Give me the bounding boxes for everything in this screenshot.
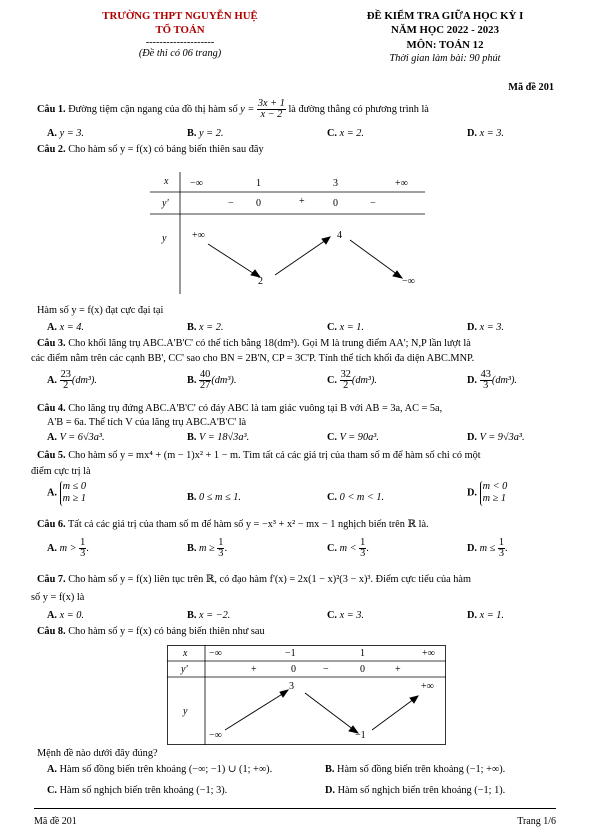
q8-option-b[interactable]: B. Hàm số đồng biến trên khoảng (−1; +∞).: [325, 764, 506, 775]
q7-option-b[interactable]: B. x = −2.: [187, 610, 231, 621]
q8-dy-sign-4: +: [395, 664, 401, 675]
question-3: [37, 337, 557, 351]
question-2: [37, 143, 557, 157]
q7-option-c[interactable]: C. x = 3.: [327, 610, 364, 621]
q7-line1: Cho hàm số y = f(x) liên tục trên ℝ, có đạo hàm f'(x) = 2x(1 − x)²(3 − x)³. Điểm cực tiểu của hàm: [68, 574, 472, 585]
question-6: [37, 518, 557, 532]
q4-option-c[interactable]: C. V = 90a³.: [327, 432, 379, 443]
q1-option-c[interactable]: C. x = 2.: [327, 128, 364, 139]
q2-option-c[interactable]: C. x = 1.: [327, 322, 364, 333]
footer-page: Trang 1/6: [517, 816, 556, 827]
header-dashes: --------------------: [145, 36, 215, 48]
q3-label: Câu 3.: [37, 338, 66, 349]
q5-option-b[interactable]: B. 0 ≤ m ≤ 1.: [187, 492, 241, 503]
q8-label: Câu 8.: [37, 626, 66, 637]
q1-label: Câu 1.: [37, 104, 66, 116]
q2-y-label: y: [162, 233, 167, 244]
q1-denominator: x − 2: [260, 109, 283, 121]
exam-time: Thời gian làm bài: 90 phút: [389, 52, 501, 64]
q3-option-d[interactable]: D. $\frac{43}{3}$ (dm³).: [467, 369, 517, 392]
q2-x-val-2: 3: [333, 178, 338, 189]
q5-line1: Cho hàm số y = mx⁴ + (m − 1)x² + 1 − m. Tìm tất cả các giá trị của tham số m để hàm số chỉ có một: [68, 450, 481, 461]
q8-x-val-3: +∞: [422, 648, 435, 659]
q3-option-b[interactable]: B. $\frac{40}{27}$ (dm³).: [187, 369, 237, 392]
q4-label: Câu 4.: [37, 403, 66, 414]
pages-note: (Đề thi có 06 trang): [138, 47, 222, 59]
q8-y-val-2: −∞: [209, 730, 222, 741]
q5-option-d[interactable]: D. m < 0 m ≥ 1: [467, 481, 508, 505]
q1-option-b[interactable]: B. y = 2.: [187, 128, 224, 139]
department: TỔ TOÁN: [155, 24, 205, 37]
school-year: NĂM HỌC 2022 - 2023: [391, 24, 499, 37]
exam-title: ĐỀ KIỂM TRA GIỮA HỌC KỲ I: [366, 10, 524, 22]
q8-option-a[interactable]: A. Hàm số đồng biến trên khoảng (−∞; −1) ∪ (1; +∞).: [47, 764, 273, 775]
q7-line2: số y = f(x) là: [31, 592, 85, 603]
q3-option-a[interactable]: A. $\frac{23}{2}$ (dm³).: [47, 369, 97, 392]
exam-code: Mã đề 201: [508, 82, 554, 93]
question-7: [37, 573, 557, 587]
q6-option-c[interactable]: C. m < $\frac{1}{3}$ .: [327, 537, 369, 560]
q2-y-val-1: 2: [258, 276, 263, 287]
q2-dy-sign-2: +: [299, 196, 305, 207]
q1-func-lhs: y =: [240, 104, 255, 116]
q2-dy-sign-4: −: [370, 198, 376, 209]
question-1: [37, 99, 557, 121]
q2-dy-sign-3: 0: [333, 198, 338, 209]
q2-label: Câu 2.: [37, 144, 66, 155]
q2-option-d[interactable]: D. x = 3.: [467, 322, 504, 333]
q8-y-val-0: 3: [289, 681, 294, 692]
q8-dy-label: y': [181, 664, 188, 675]
q2-dy-sign-1: 0: [256, 198, 261, 209]
q2-dy-label: y': [162, 198, 169, 209]
q3-line1: Cho khối lăng trụ ABC.A'B'C' có thể tích bằng 18(dm³). Gọi M là trung điểm AA'; N,P lần lượt là: [68, 338, 471, 349]
q8-option-d[interactable]: D. Hàm số nghịch biến trên khoảng (−1; 1).: [325, 785, 506, 796]
q2-x-val-1: 1: [256, 178, 261, 189]
q2-x-val-3: +∞: [395, 178, 408, 189]
question-4: [37, 402, 557, 416]
q2-option-a[interactable]: A. x = 4.: [47, 322, 84, 333]
q2-y-val-0: +∞: [192, 230, 205, 241]
q4-option-b[interactable]: B. V = 18√3a³.: [187, 432, 250, 443]
footer-rule: [34, 808, 556, 809]
q8-y-val-3: −1: [355, 730, 366, 741]
q7-label: Câu 7.: [37, 574, 66, 585]
q8-dy-sign-2: −: [323, 664, 329, 675]
q8-x-val-2: 1: [360, 648, 365, 659]
q4-line2: A'B = 6a. Thể tích V của lăng trụ ABC.A'B'C' là: [47, 417, 247, 428]
q1-fraction: [257, 99, 286, 121]
q4-option-a[interactable]: A. V = 6√3a³.: [47, 432, 105, 443]
q5-option-c[interactable]: C. 0 < m < 1.: [327, 492, 385, 503]
q6-label: Câu 6.: [37, 519, 66, 530]
q6-option-d[interactable]: D. m ≤ $\frac{1}{3}$ .: [467, 537, 508, 560]
q8-text: Cho hàm số y = f(x) có bảng biến thiên như sau: [68, 626, 265, 637]
subject: MÔN: TOÁN 12: [406, 38, 484, 51]
q1-option-d[interactable]: D. x = 3.: [467, 128, 504, 139]
question-8: [37, 625, 557, 639]
q6-option-b[interactable]: B. m ≥ $\frac{1}{3}$ .: [187, 537, 228, 560]
q8-x-label: x: [183, 648, 188, 659]
q8-question: Mệnh đề nào dưới đây đúng?: [37, 748, 158, 759]
q8-y-val-1: +∞: [421, 681, 434, 692]
q2-variation-table: [150, 172, 430, 294]
q1-numerator: 3x + 1: [257, 98, 285, 109]
q8-dy-sign-0: +: [251, 664, 257, 675]
q6-text: Tất cả các giá trị của tham số m để hàm số y = −x³ + x² − mx − 1 nghịch biến trên ℝ là.: [68, 519, 429, 530]
footer-code: Mã đề 201: [34, 816, 77, 827]
q2-text: Cho hàm số y = f(x) có bảng biến thiên sau đây: [68, 144, 264, 155]
q1-option-a[interactable]: A. y = 3.: [47, 128, 84, 139]
q8-dy-sign-1: 0: [291, 664, 296, 675]
q2-x-val-0: −∞: [190, 178, 203, 189]
q5-line2: điểm cực trị là: [31, 466, 91, 477]
q3-line2: các điểm nằm trên các cạnh BB', CC' sao cho BN = 2B'N, CP = 3C'P. Tính thể tích khối đa diện ABC.MNP.: [31, 353, 475, 364]
q2-y-val-3: −∞: [402, 276, 415, 287]
header-left: [80, 9, 280, 60]
school-name: TRƯỜNG THPT NGUYỄN HUỆ: [102, 10, 258, 22]
q8-x-val-0: −∞: [209, 648, 222, 659]
q7-option-a[interactable]: A. x = 0.: [47, 610, 84, 621]
q4-line1: Cho lăng trụ đứng ABC.A'B'C' có đáy ABC là tam giác vuông tại B với AB = 3a, AC = 5a,: [68, 403, 443, 414]
q5-option-a[interactable]: A. m ≤ 0 m ≥ 1: [47, 481, 86, 505]
q2-y-val-2: 4: [337, 230, 342, 241]
q3-option-c[interactable]: C. $\frac{32}{2}$ (dm³).: [327, 369, 377, 392]
q2-after-text: Hàm số y = f(x) đạt cực đại tại: [37, 305, 164, 316]
q8-x-val-1: −1: [285, 648, 296, 659]
q8-variation-table: [167, 645, 447, 745]
q4-option-d[interactable]: D. V = 9√3a³.: [467, 432, 525, 443]
q8-option-c[interactable]: C. Hàm số nghịch biến trên khoảng (−1; 3).: [47, 785, 228, 796]
q8-y-label: y: [183, 706, 188, 717]
header-right: [335, 9, 555, 65]
q5-label: Câu 5.: [37, 450, 66, 461]
q2-option-b[interactable]: B. x = 2.: [187, 322, 224, 333]
q1-text-b: là đường thẳng có phương trình là: [288, 104, 429, 116]
q8-dy-sign-3: 0: [360, 664, 365, 675]
q1-text-a: Đường tiệm cận ngang của đồ thị hàm số: [68, 104, 238, 116]
q2-x-label: x: [164, 176, 169, 187]
q7-option-d[interactable]: D. x = 1.: [467, 610, 504, 621]
q6-option-a[interactable]: A. m > $\frac{1}{3}$ .: [47, 537, 89, 560]
q2-dy-sign-0: −: [228, 198, 234, 209]
question-5: [37, 449, 557, 463]
